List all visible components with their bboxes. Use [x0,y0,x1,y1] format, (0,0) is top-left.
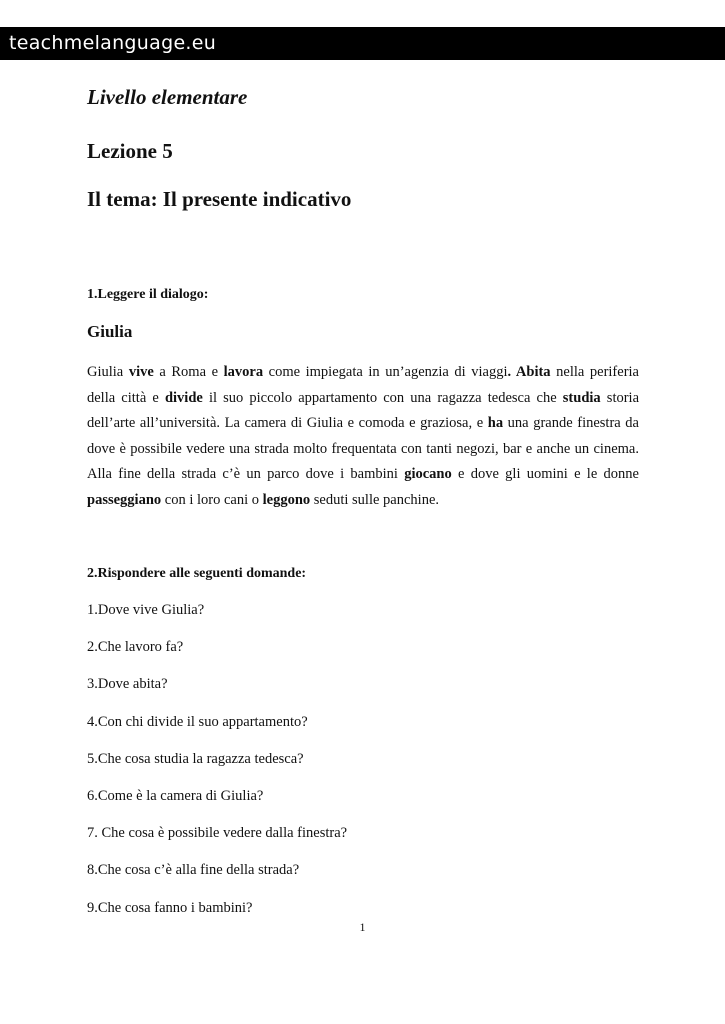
paragraph-text: una grande finestra da [503,415,639,431]
question-item: 9.Che cosa fanno i bambini? [87,899,253,916]
header-bar [0,27,725,60]
question-item: 1.Dove vive Giulia? [87,602,205,618]
question-item: 8.Che cosa c’è alla fine della strada? [87,862,300,879]
story-title: Giulia [87,322,133,341]
level-title: Livello elementare [87,85,248,109]
paragraph-text: storia [600,389,640,406]
question-item: 2.Che lavoro fa? [87,639,184,656]
paragraph-text: della città e [87,389,165,406]
highlighted-verb: vive [128,364,154,380]
brand-logo-text: teachmelanguage.eu [9,32,217,54]
section-2-title: 2.Rispondere alle seguenti domande: [87,566,307,581]
paragraph-line [87,437,639,463]
paragraph-text: seduti sulle panchine. [310,491,440,508]
highlighted-verb: divide [164,389,203,406]
paragraph-line [87,488,639,514]
page-number: 1 [359,920,366,934]
highlighted-verb: giocano [404,466,452,482]
lesson-title: Lezione 5 [87,139,173,163]
section-1-title: 1.Leggere il dialogo: [87,287,209,302]
paragraph-text: con i loro cani o [161,491,263,508]
question-item: 4.Con chi divide il suo appartamento? [87,713,308,730]
highlighted-verb: passeggiano [87,491,162,508]
paragraph-text: dell’arte all’università. La camera di Giulia e comoda e graziosa, e [87,415,488,431]
highlighted-verb: lavora [223,364,264,380]
question-list [87,600,347,935]
question-item: 3.Dove abita? [87,676,168,693]
paragraph-text: a Roma e [153,364,224,380]
story-paragraph [87,360,639,513]
paragraph-line [87,386,639,412]
paragraph-text: nella periferia [550,364,639,380]
question-item: 6.Come è la camera di Giulia? [87,787,264,804]
paragraph-text: dove è possibile vedere una strada molto frequentata con tanti negozi, bar e anche un cinema. [87,440,639,457]
highlighted-verb: studia [562,389,601,406]
paragraph-line [87,462,639,488]
paragraph-text: il suo piccolo appartamento con una ragazza tedesca che [202,389,563,406]
paragraph-text: Alla fine della strada c’è un parco dove i bambini [87,466,405,482]
topic-title: Il tema: Il presente indicativo [87,187,352,211]
question-item: 5.Che cosa studia la ragazza tedesca? [87,750,304,767]
highlighted-verb: leggono [262,491,311,508]
question-item: 7. Che cosa è possibile vedere dalla finestra? [87,825,348,842]
paragraph-text: Giulia [87,364,129,380]
paragraph-text: come impiegata in un’agenzia di viaggi [263,364,508,380]
highlighted-verb: ha [487,415,504,431]
paragraph-line [87,360,639,386]
paragraph-text: e dove gli uomini e le donne [451,466,639,482]
paragraph-line [87,411,639,437]
highlighted-verb: . Abita [507,364,551,380]
